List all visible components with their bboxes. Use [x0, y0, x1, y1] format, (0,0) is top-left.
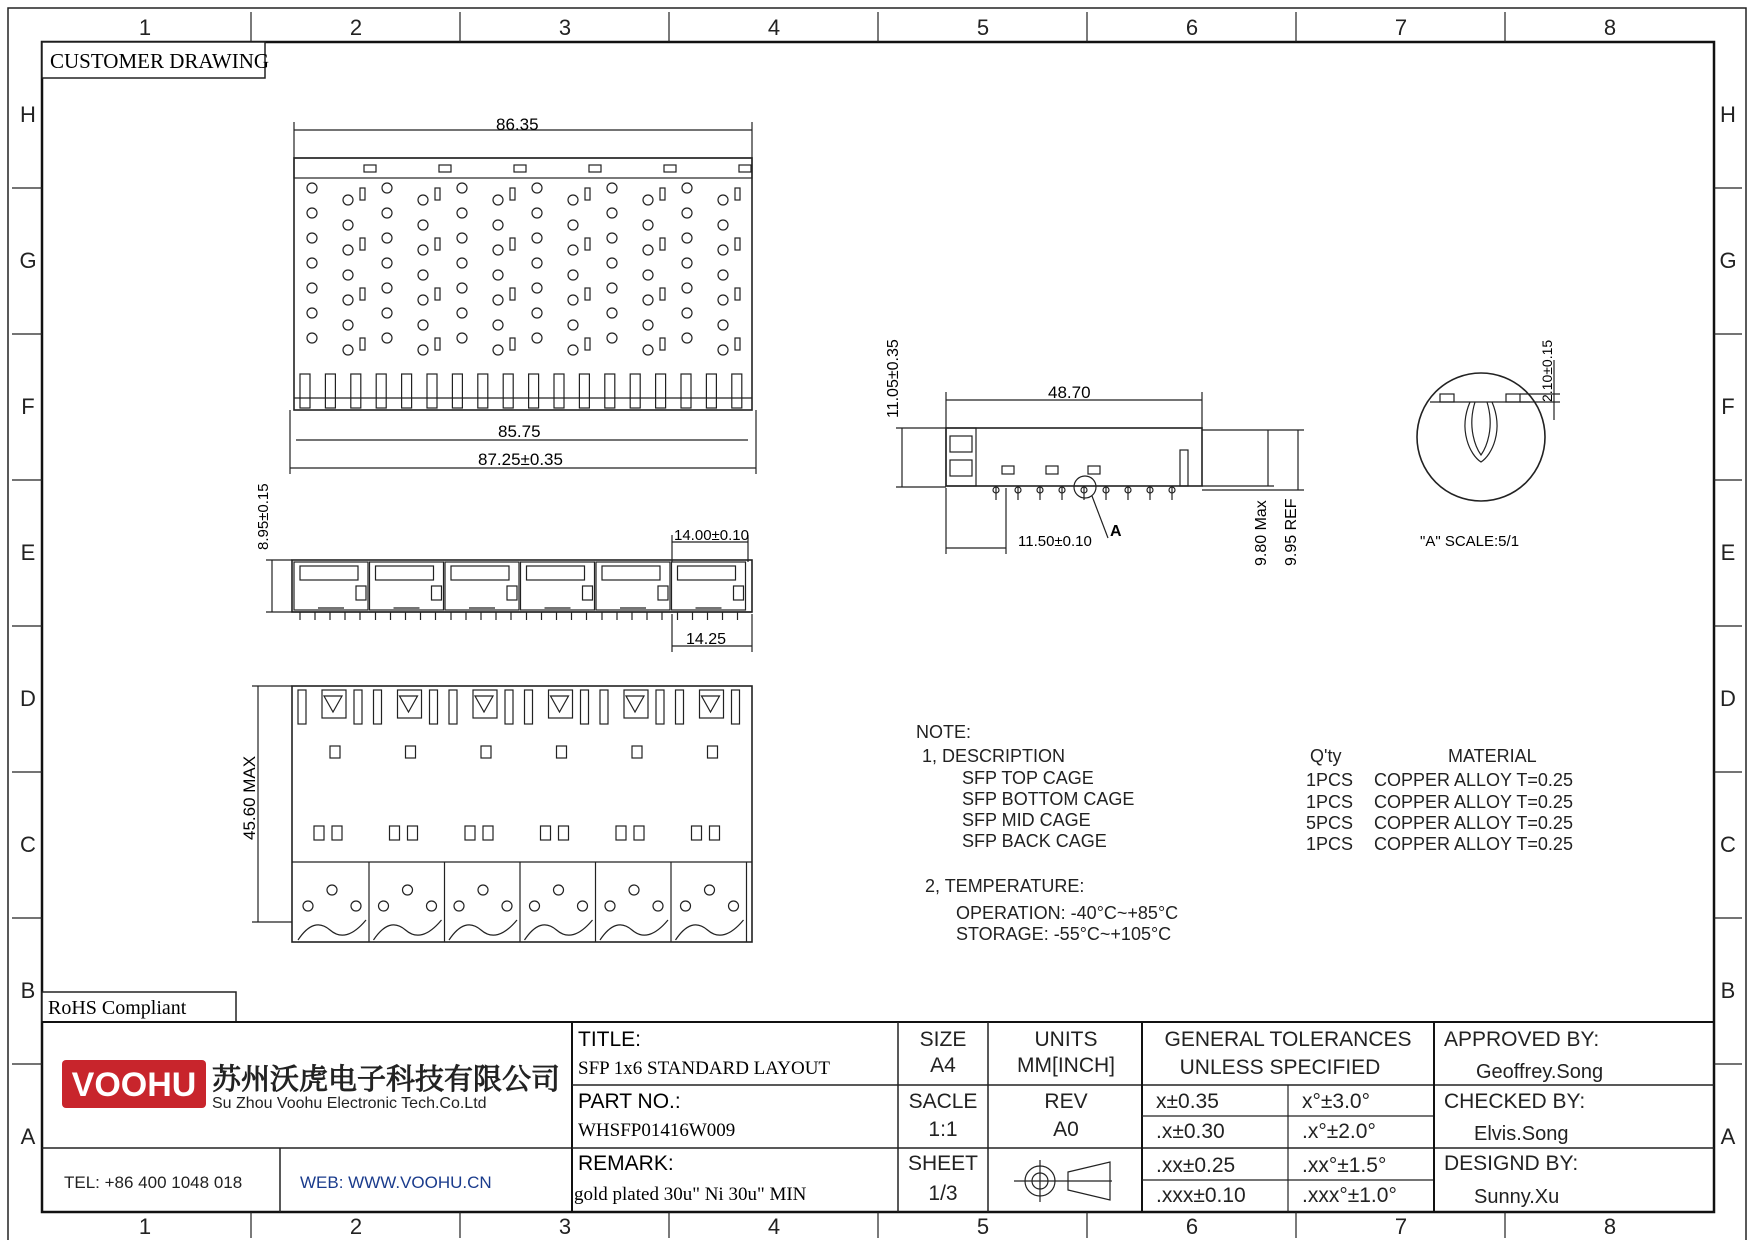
notes-block	[916, 722, 1573, 944]
row-label: E	[1720, 540, 1736, 565]
col-label: 4	[767, 15, 781, 40]
row-ticks	[12, 188, 1742, 1064]
col-label: 6	[1185, 15, 1199, 40]
col-label: 3	[558, 15, 572, 40]
dim-side-length: 48.70	[1048, 383, 1091, 402]
part-no-label: PART NO.:	[578, 1090, 681, 1113]
units-label: UNITS	[1034, 1028, 1098, 1051]
dim-height-ref: 9.95 REF	[1283, 498, 1300, 566]
title-value: SFP 1x6 STANDARD LAYOUT	[578, 1058, 831, 1079]
checked-value: Elvis.Song	[1474, 1123, 1569, 1145]
row-label: G	[1719, 248, 1737, 273]
row-label: A	[20, 1124, 36, 1149]
dim-height-max: 9.80 Max	[1253, 500, 1270, 566]
tolerance-angle: .x°±2.0°	[1302, 1120, 1376, 1143]
remark-value: gold plated 30u" Ni 30u" MIN	[574, 1184, 807, 1205]
note-item-material: COPPER ALLOY T=0.25	[1374, 813, 1573, 833]
row-label: D	[20, 686, 36, 711]
tolerance-angle: .xx°±1.5°	[1302, 1154, 1387, 1177]
title-label: TITLE:	[578, 1028, 642, 1051]
dim-overall-width: 87.25±0.35	[478, 450, 563, 469]
col-label: 2	[349, 15, 363, 40]
row-label: H	[20, 102, 36, 127]
tolerance-angle: x°±3.0°	[1302, 1090, 1371, 1113]
top-view	[294, 158, 752, 410]
tolerance-linear: .xx±0.25	[1156, 1154, 1236, 1177]
tolerance-linear: x±0.35	[1156, 1090, 1219, 1113]
rohs-label: RoHS Compliant	[48, 997, 187, 1019]
row-label: G	[19, 248, 37, 273]
company-name-cn: 苏州沃虎电子科技有限公司	[212, 1064, 561, 1096]
note-item-qty: 5PCS	[1306, 813, 1354, 833]
col-label: 6	[1185, 1214, 1199, 1239]
part-no-value: WHSFP01416W009	[578, 1120, 736, 1141]
row-label: C	[20, 832, 36, 857]
col-label: 3	[558, 1214, 572, 1239]
note-item-qty: 1PCS	[1306, 792, 1354, 812]
row-label: A	[1720, 1124, 1736, 1149]
note-item-name: SFP BACK CAGE	[962, 831, 1107, 851]
row-label: C	[1720, 832, 1736, 857]
note-item-name: SFP MID CAGE	[962, 810, 1091, 830]
company-logo-text: VOOHU	[71, 1066, 197, 1104]
col-label: 8	[1603, 15, 1617, 40]
side-view	[946, 428, 1202, 538]
dim-top-width: 86.35	[496, 115, 539, 134]
notes-qty-heading: Q'ty	[1310, 746, 1342, 766]
dim-depth-max: 45.60 MAX	[240, 755, 259, 840]
dim-port-pitch: 14.25	[686, 631, 727, 648]
detail-caption: "A" SCALE:5/1	[1420, 533, 1520, 550]
dim-detail: 2.10±0.15	[1539, 339, 1555, 402]
tolerance-angle: .xxx°±1.0°	[1302, 1184, 1397, 1207]
note-item-name: SFP BOTTOM CAGE	[962, 789, 1135, 809]
tolerance-linear: .xxx±0.10	[1156, 1184, 1246, 1207]
designed-value: Sunny.Xu	[1474, 1186, 1560, 1208]
approved-value: Geoffrey.Song	[1476, 1061, 1604, 1083]
company-name-en: Su Zhou Voohu Electronic Tech.Co.Ltd	[212, 1095, 487, 1112]
detail-marker-label: A	[1110, 523, 1122, 540]
dim-inner-width: 85.75	[498, 422, 541, 441]
notes-description-heading: 1, DESCRIPTION	[922, 746, 1066, 766]
col-label: 4	[767, 1214, 781, 1239]
col-label: 7	[1394, 15, 1408, 40]
col-label: 1	[138, 1214, 152, 1239]
rev-label: REV	[1044, 1090, 1088, 1113]
col-label: 8	[1603, 1214, 1617, 1239]
row-label: B	[1720, 978, 1736, 1003]
notes-title: NOTE:	[916, 722, 972, 742]
remark-label: REMARK:	[578, 1152, 674, 1175]
note-item-name: SFP TOP CAGE	[962, 768, 1094, 788]
row-label: E	[20, 540, 36, 565]
row-label: F	[1721, 394, 1735, 419]
note-item-material: COPPER ALLOY T=0.25	[1374, 834, 1573, 854]
row-labels	[19, 102, 1736, 1149]
col-label: 5	[976, 15, 990, 40]
tolerance-subheading: UNLESS SPECIFIED	[1179, 1056, 1381, 1079]
col-label: 7	[1394, 1214, 1408, 1239]
scale-value: 1:1	[928, 1118, 958, 1141]
projection-symbol-icon	[1014, 1160, 1112, 1202]
units-value: MM[INCH]	[1017, 1054, 1115, 1077]
checked-label: CHECKED BY:	[1444, 1090, 1586, 1113]
col-label: 5	[976, 1214, 990, 1239]
notes-storage: STORAGE: -55°C~+105°C	[956, 924, 1172, 944]
note-item-qty: 1PCS	[1306, 770, 1354, 790]
company-tel: TEL: +86 400 1048 018	[64, 1173, 243, 1192]
col-label: 2	[349, 1214, 363, 1239]
rev-value: A0	[1053, 1118, 1079, 1141]
row-label: D	[1720, 686, 1736, 711]
notes-material-heading: MATERIAL	[1448, 746, 1537, 766]
dim-pin-offset: 11.50±0.10	[1018, 533, 1092, 550]
front-view	[292, 560, 752, 620]
dim-side-height: 11.05±0.35	[885, 339, 902, 418]
notes-temperature-heading: 2, TEMPERATURE:	[925, 876, 1085, 896]
tolerance-linear: .x±0.30	[1156, 1120, 1225, 1143]
size-label: SIZE	[919, 1028, 967, 1051]
row-label: F	[21, 394, 35, 419]
notes-operation: OPERATION: -40°C~+85°C	[956, 903, 1179, 923]
approved-label: APPROVED BY:	[1444, 1028, 1600, 1051]
dim-port-width: 14.00±0.10	[674, 527, 749, 544]
designed-label: DESIGND BY:	[1444, 1152, 1579, 1175]
size-value: A4	[930, 1054, 956, 1077]
sheet-value: 1/3	[928, 1182, 958, 1205]
note-item-material: COPPER ALLOY T=0.25	[1374, 770, 1573, 790]
scale-label: SACLE	[908, 1090, 978, 1113]
col-label: 1	[138, 15, 152, 40]
note-item-qty: 1PCS	[1306, 834, 1354, 854]
tolerance-heading: GENERAL TOLERANCES	[1164, 1028, 1412, 1051]
note-item-material: COPPER ALLOY T=0.25	[1374, 792, 1573, 812]
bottom-view	[292, 686, 752, 942]
row-label: H	[1720, 102, 1736, 127]
dim-front-height: 8.95±0.15	[255, 483, 272, 550]
outer-border	[8, 8, 1746, 1240]
approval-block	[1444, 1028, 1603, 1208]
row-label: B	[20, 978, 36, 1003]
customer-drawing-label: CUSTOMER DRAWING	[50, 49, 270, 73]
company-web: WEB: WWW.VOOHU.CN	[300, 1173, 492, 1192]
sheet-label: SHEET	[907, 1152, 979, 1175]
